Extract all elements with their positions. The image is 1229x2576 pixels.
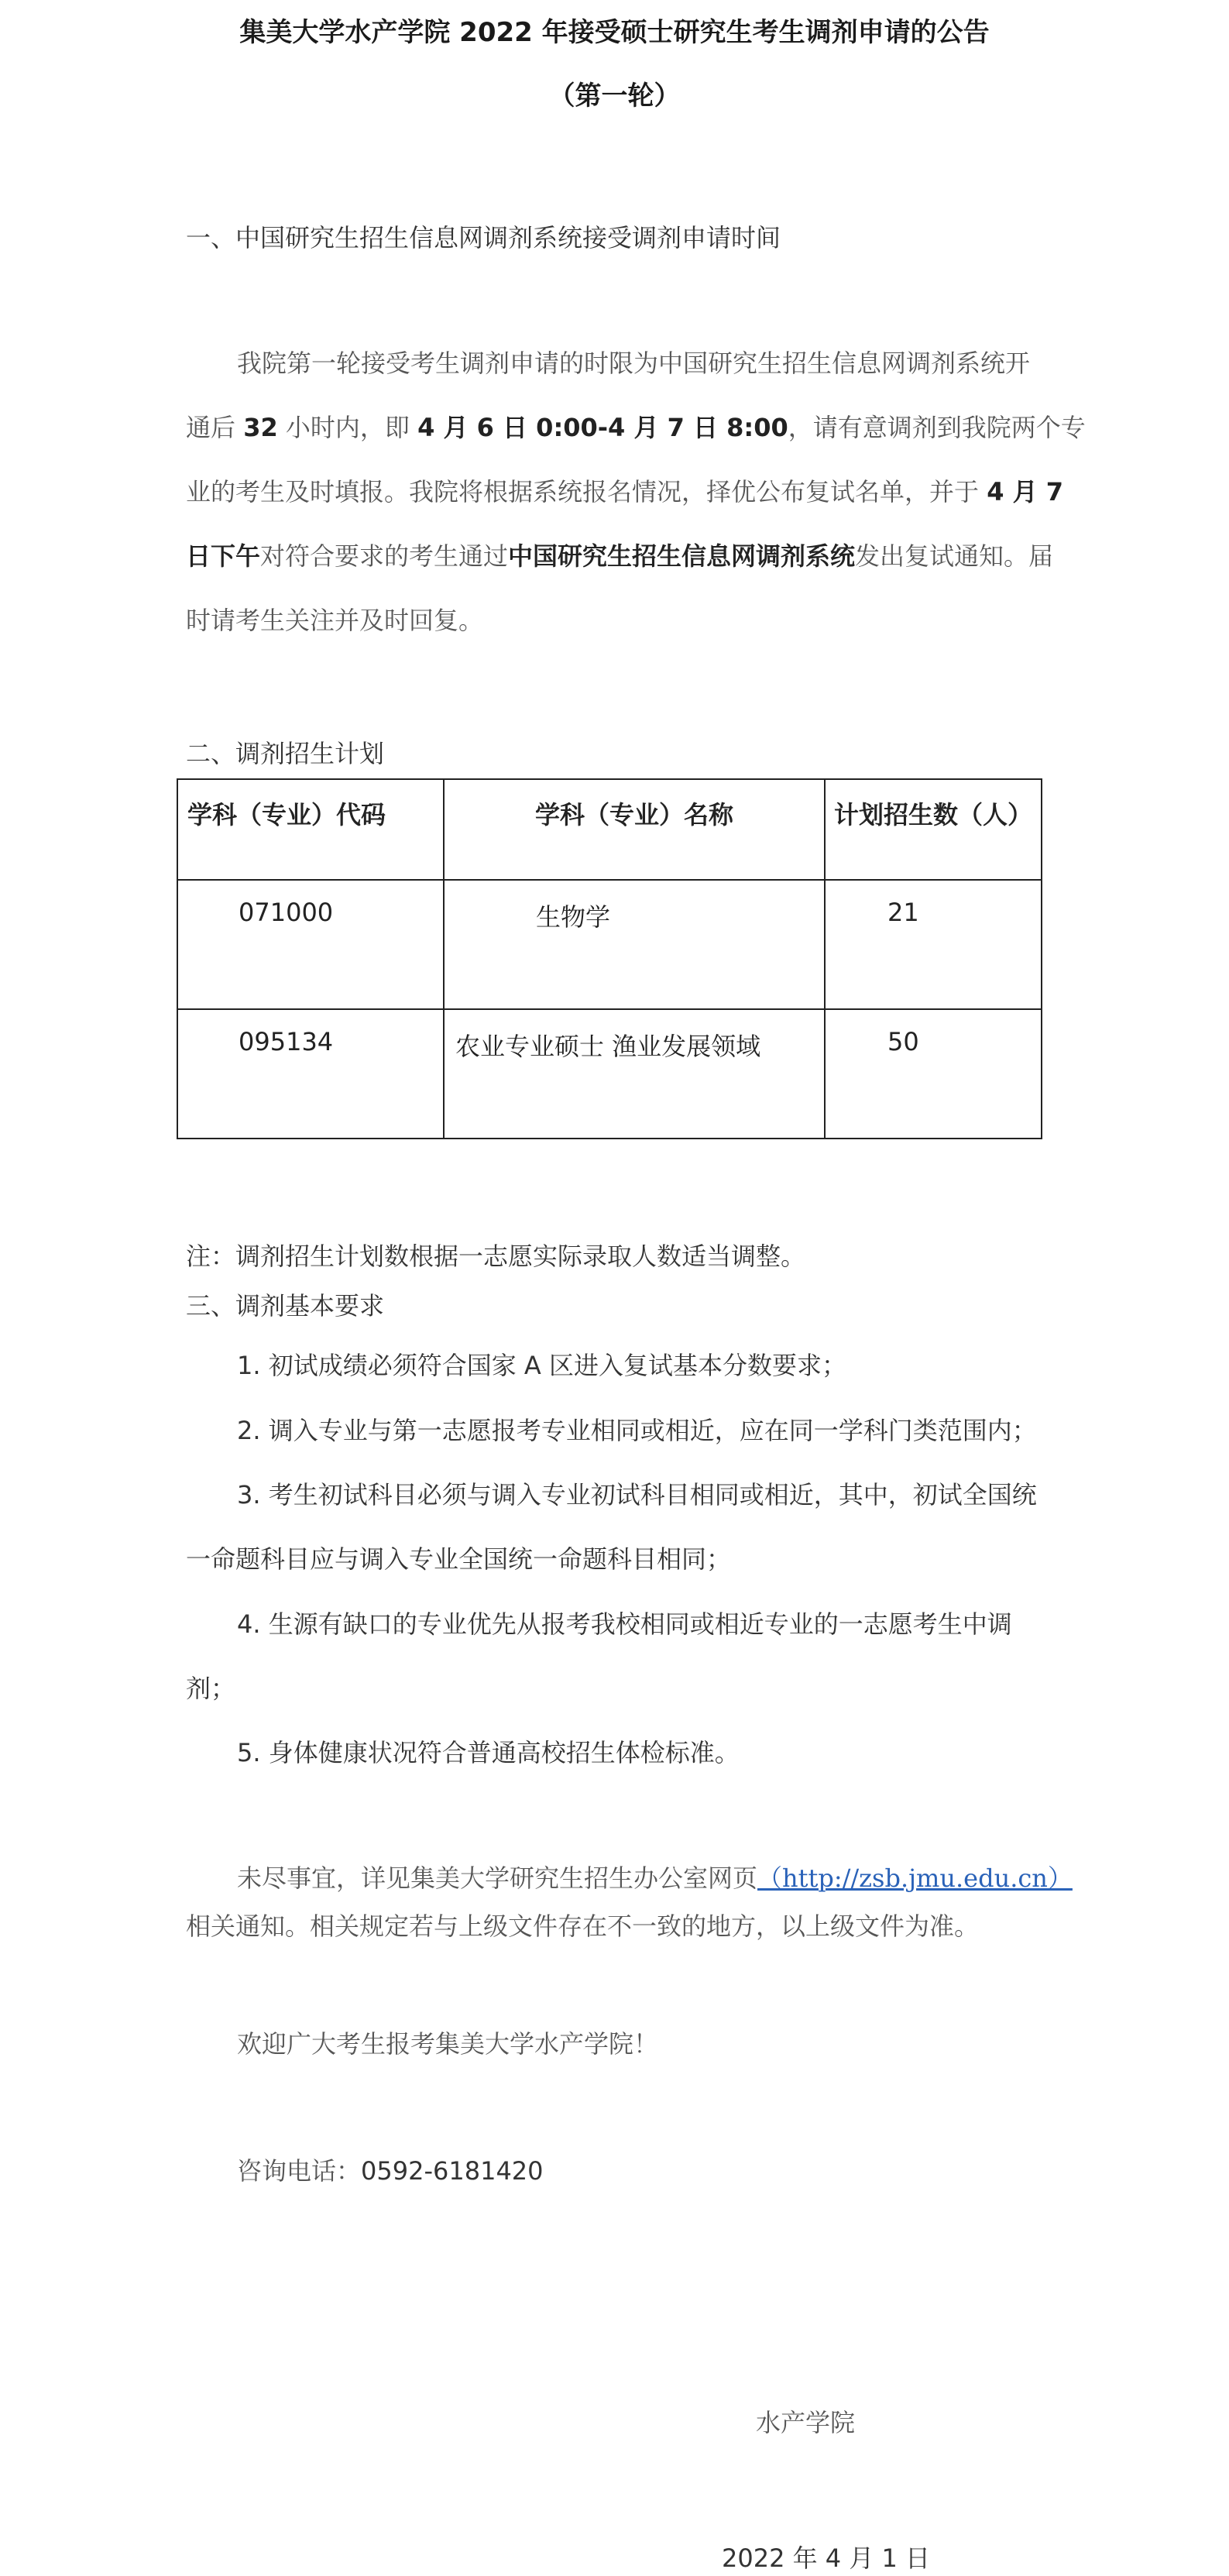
requirement-item: 3. 考生初试科目必须与调入专业初试科目相同或相近，其中，初试全国统 xyxy=(237,1480,1037,1510)
section1-paragraph xyxy=(186,331,1086,653)
text-span: 业的考生及时填报。我院将根据系统报名情况，择优公布复试名单，并于 xyxy=(186,477,980,507)
text-span: 我院第一轮接受考生调剂申请的时限为中国研究生招生信息网调剂系统开 xyxy=(237,349,1031,378)
text-span: 小时内，即 xyxy=(285,413,410,442)
cell-name: 农业专业硕士 渔业发展领域 xyxy=(444,1009,825,1139)
section3-heading: 三、调剂基本要求 xyxy=(186,1291,385,1321)
bold-span: 32 xyxy=(243,413,278,442)
requirement-item-continued: 剂； xyxy=(186,1674,236,1703)
requirement-item-continued: 一命题科目应与调入专业全国统一命题科目相同； xyxy=(186,1544,732,1574)
more-info-line xyxy=(237,1859,1073,1894)
header-name: 学科（专业）名称 xyxy=(444,779,825,880)
plan-table xyxy=(177,778,1042,1139)
bold-span: 4 月 7 xyxy=(987,477,1064,507)
signature: 水产学院 xyxy=(756,2408,856,2437)
text-span: 发出复试通知。届 xyxy=(855,541,1054,571)
text-span: ，请有意调剂到我院两个专 xyxy=(788,413,1086,442)
text-span: 通后 xyxy=(186,413,236,442)
requirement-item: 4. 生源有缺口的专业优先从报考我校相同或相近专业的一志愿考生中调 xyxy=(237,1609,1012,1639)
admissions-link[interactable]: （http://zsb.jmu.edu.cn） xyxy=(757,1863,1073,1893)
table-header-row xyxy=(177,779,1042,880)
requirement-item: 5. 身体健康状况符合普通高校招生体检标准。 xyxy=(237,1738,740,1767)
table-row xyxy=(177,880,1042,1009)
phone-label: 咨询电话： xyxy=(237,2156,362,2186)
cell-name: 生物学 xyxy=(444,880,825,1009)
more-info-line-2: 相关通知。相关规定若与上级文件存在不一致的地方，以上级文件为准。 xyxy=(186,1911,980,1941)
page-title: 集美大学水产学院 2022 年接受硕士研究生考生调剂申请的公告 xyxy=(239,17,990,48)
cell-code: 095134 xyxy=(177,1009,444,1139)
table-row xyxy=(177,1009,1042,1139)
requirement-item: 1. 初试成绩必须符合国家 A 区进入复试基本分数要求； xyxy=(237,1351,846,1380)
contact-line xyxy=(237,2152,544,2187)
welcome-text: 欢迎广大考生报考集美大学水产学院！ xyxy=(237,2029,659,2059)
bold-span: 中国研究生招生信息网调剂系统 xyxy=(508,541,856,571)
bold-span: 日下午 xyxy=(186,541,261,571)
page-subtitle: （第一轮） xyxy=(548,81,681,112)
text-span: 对符合要求的考生通过 xyxy=(260,541,509,571)
header-count: 计划招生数（人） xyxy=(825,779,1042,880)
text-span: 时请考生关注并及时回复。 xyxy=(186,606,484,635)
phone-number: 0592-6181420 xyxy=(361,2156,544,2186)
requirement-item: 2. 调入专业与第一志愿报考专业相同或相近，应在同一学科门类范围内； xyxy=(237,1416,1037,1445)
text-span: 未尽事宜，详见集美大学研究生招生办公室网页 xyxy=(237,1863,758,1893)
cell-count: 21 xyxy=(825,880,1042,1009)
section2-heading: 二、调剂招生计划 xyxy=(186,739,385,768)
header-code: 学科（专业）代码 xyxy=(177,779,444,880)
table-note: 注：调剂招生计划数根据一志愿实际录取人数适当调整。 xyxy=(186,1242,806,1271)
date: 2022 年 4 月 1 日 xyxy=(722,2543,931,2573)
cell-count: 50 xyxy=(825,1009,1042,1139)
cell-code: 071000 xyxy=(177,880,444,1009)
section1-heading: 一、中国研究生招生信息网调剂系统接受调剂申请时间 xyxy=(186,223,781,252)
date-range: 4 月 6 日 0:00-4 月 7 日 8:00 xyxy=(417,413,788,442)
